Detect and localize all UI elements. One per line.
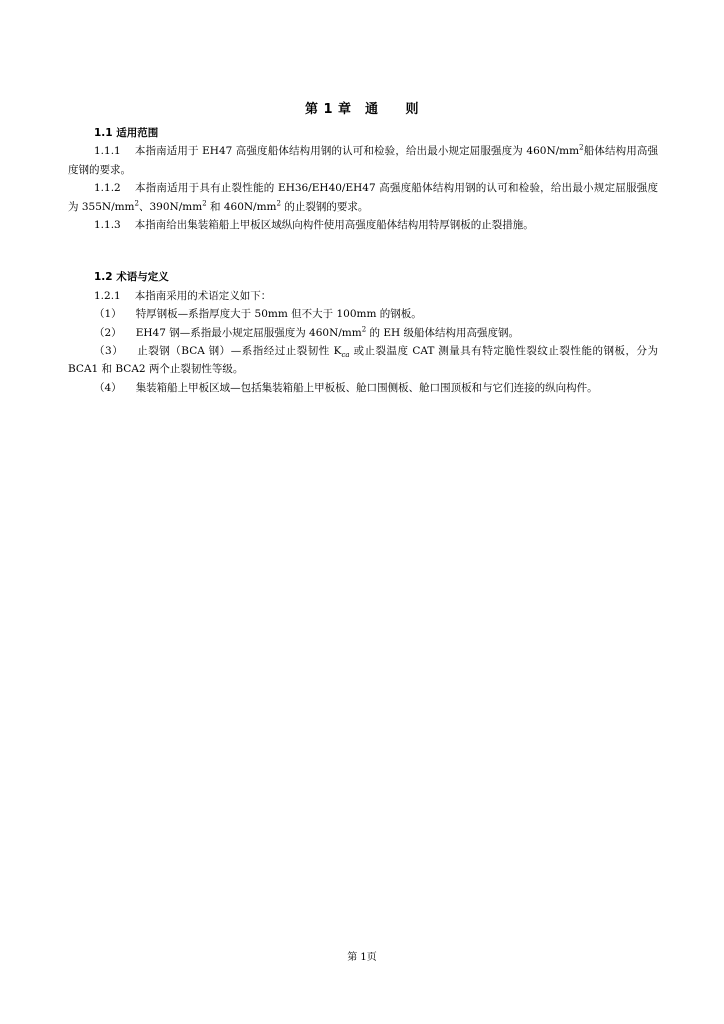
clause-number: 1.1.3 bbox=[94, 219, 121, 232]
definition-item-1 bbox=[68, 305, 658, 323]
paragraph-text: 船体结构用高强度钢的要求。 bbox=[68, 145, 659, 176]
section-heading-1-2: 1.2 术语与定义 bbox=[94, 271, 169, 284]
superscript: 2 bbox=[579, 143, 584, 152]
document-body bbox=[68, 124, 658, 397]
paragraph-text: 和 460N/mm bbox=[206, 200, 277, 213]
definition-item-3 bbox=[68, 342, 658, 379]
paragraph-text: 的止裂钢的要求。 bbox=[280, 200, 369, 213]
superscript: 2 bbox=[361, 325, 367, 334]
paragraph-1-2-1 bbox=[68, 287, 658, 305]
paragraph-1-1-1 bbox=[68, 142, 658, 179]
page-number: 第 1页 bbox=[347, 952, 377, 963]
subscript: ca bbox=[341, 351, 350, 360]
section-spacer bbox=[68, 234, 658, 268]
superscript: 2 bbox=[134, 199, 139, 208]
item-number: （4） bbox=[94, 381, 122, 394]
definition-text: 止裂钢（BCA 钢）—系指经过止裂韧性 K bbox=[137, 345, 342, 358]
paragraph-text: 本指南采用的术语定义如下： bbox=[134, 289, 272, 302]
definition-item-4 bbox=[68, 379, 658, 397]
definition-text: 特厚钢板—系指厚度大于 50mm 但不大于 100mm 的钢板。 bbox=[135, 308, 422, 321]
definition-item-2 bbox=[68, 324, 658, 342]
definition-text: 或止裂温度 CAT 测量具有特定脆性裂纹止裂性能的钢板，分为 BCA1 和 BCA2 两个止裂韧性等级。 bbox=[68, 345, 659, 376]
item-number: （1） bbox=[94, 308, 122, 321]
clause-number: 1.2.1 bbox=[94, 289, 121, 302]
superscript: 2 bbox=[276, 199, 281, 208]
paragraph-1-1-2 bbox=[68, 179, 658, 216]
definition-text: EH47 钢—系指最小规定屈服强度为 460N/mm bbox=[135, 326, 362, 339]
item-number: （2） bbox=[94, 326, 122, 339]
paragraph-text: 本指南适用于 EH47 高强度船体结构用钢的认可和检验，给出最小规定屈服强度为 460N/mm bbox=[134, 145, 580, 158]
section-heading-1-1: 1.1 适用范围 bbox=[94, 127, 159, 139]
superscript: 2 bbox=[202, 199, 207, 208]
item-number: （3） bbox=[94, 345, 124, 358]
clause-number: 1.1.1 bbox=[94, 145, 121, 158]
paragraph-1-1-3 bbox=[68, 216, 658, 234]
definition-text: 集装箱船上甲板区域—包括集装箱船上甲板板、舱口围侧板、舱口围顶板和与它们连接的纵向构件。 bbox=[135, 381, 598, 394]
definition-text: 的 EH 级船体结构用高强度钢。 bbox=[366, 326, 520, 339]
paragraph-text: 本指南适用于具有止裂性能的 EH36/EH40/EH47 高强度船体结构用钢的认可和检验，给出最小规定屈服强度为 355N/mm bbox=[68, 182, 658, 213]
paragraph-text: 本指南给出集装箱船上甲板区域纵向构件使用高强度船体结构用特厚钢板的止裂措施。 bbox=[134, 219, 534, 232]
clause-number: 1.1.2 bbox=[94, 182, 121, 195]
paragraph-text: 、390N/mm bbox=[139, 200, 203, 213]
chapter-title: 第 1 章 通 则 bbox=[304, 102, 420, 117]
